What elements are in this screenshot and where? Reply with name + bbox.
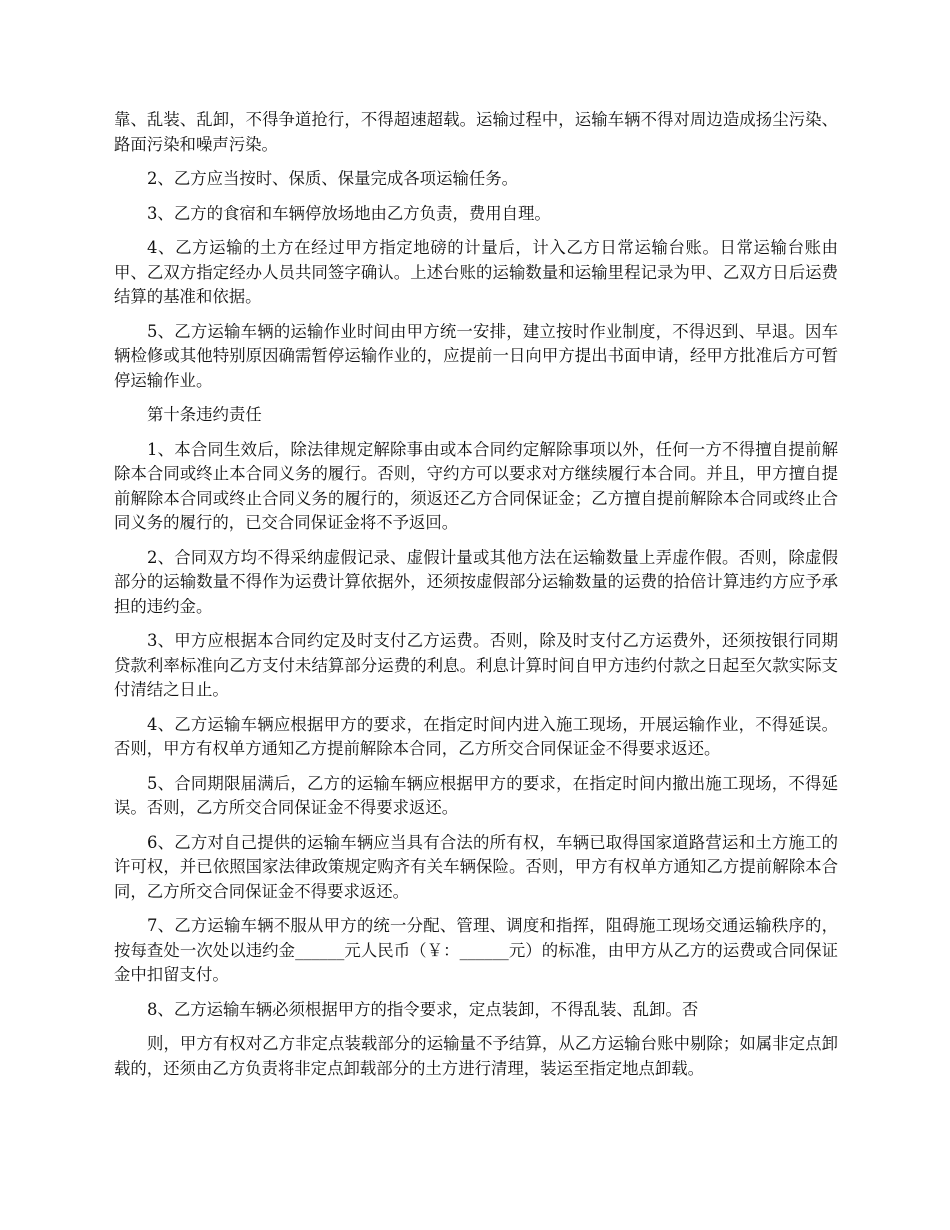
paragraph-liability-3: 3、甲方应根据本合同约定及时支付乙方运费。否则，除及时支付乙方运费外，还须按银行同期贷款利率标准向乙方支付未结算部分运费的利息。利息计算时间自甲方违约付款之日起至欠款实际支付清结之日止。 bbox=[114, 631, 838, 699]
paragraph-liability-5: 5、合同期限届满后，乙方的运输车辆应根据甲方的要求，在指定时间内撤出施工现场，不得延误。否则，乙方所交合同保证金不得要求返还。 bbox=[114, 773, 838, 817]
paragraph-liability-8: 8、乙方运输车辆必须根据甲方的指令要求，定点装卸，不得乱装、乱卸。否 bbox=[147, 999, 699, 1019]
section-heading: 第十条违约责任 bbox=[147, 405, 262, 424]
document-page bbox=[114, 108, 838, 1091]
paragraph-liability-4: 4、乙方运输车辆应根据甲方的要求，在指定时间内进入施工现场，开展运输作业，不得延误。否则，甲方有权单方通知乙方提前解除本合同，乙方所交合同保证金不得要求返还。 bbox=[114, 714, 838, 758]
paragraph-clause-3: 3、乙方的食宿和车辆停放场地由乙方负责，费用自理。 bbox=[147, 203, 551, 223]
paragraph-liability-8-continued: 则，甲方有权对乙方非定点装载部分的运输量不予结算，从乙方运输台账中剔除；如属非定点卸载的，还须由乙方负责将非定点卸载部分的土方进行清理，装运至指定地点卸载。 bbox=[114, 1034, 838, 1078]
paragraph-clause-4: 4、乙方运输的土方在经过甲方指定地磅的计量后，计入乙方日常运输台账。日常运输台账由甲、乙双方指定经办人员共同签字确认。上述台账的运输数量和运输里程记录为甲、乙双方日后运费结算的基准和依据。 bbox=[114, 238, 838, 306]
paragraph-liability-7: 7、乙方运输车辆不服从甲方的统一分配、管理、调度和指挥，阻碍施工现场交通运输秩序的，按每查处一次处以违约金______元人民币（￥：______元）的标准，由甲方从乙方的运费或合同保证金中扣留支付。 bbox=[114, 916, 838, 984]
paragraph-liability-1: 1、本合同生效后，除法律规定解除事由或本合同约定解除事项以外，任何一方不得擅自提前解除本合同或终止本合同义务的履行。否则，守约方可以要求对方继续履行本合同。并且，甲方擅自提前解除本合同或终止合同义务的履行的，须返还乙方合同保证金；乙方擅自提前解除本合同或终止合同义务的履行的，已交合同保证金将不予返回。 bbox=[114, 439, 838, 532]
paragraph-liability-2: 2、合同双方均不得采纳虚假记录、虚假计量或其他方法在运输数量上弄虚作假。否则，除虚假部分的运输数量不得作为运费计算依据外，还须按虚假部分运输数量的运费的拾倍计算违约方应予承担的违约金。 bbox=[114, 547, 838, 616]
paragraph-clause-5: 5、乙方运输车辆的运输作业时间由甲方统一安排，建立按时作业制度，不得迟到、早退。因车辆检修或其他特别原因确需暂停运输作业的，应提前一日向甲方提出书面申请，经甲方批准后方可暂停运输作业。 bbox=[114, 321, 838, 390]
paragraph-liability-6: 6、乙方对自己提供的运输车辆应当具有合法的所有权，车辆已取得国家道路营运和土方施工的许可权，并已依照国家法律政策规定购齐有关车辆保险。否则，甲方有权单方通知乙方提前解除本合同，乙方所交合同保证金不得要求返还。 bbox=[114, 832, 838, 901]
paragraph-clause-2: 2、乙方应当按时、保质、保量完成各项运输任务。 bbox=[147, 169, 519, 188]
paragraph-continuation: 靠、乱装、乱卸，不得争道抢行，不得超速超载。运输过程中，运输车辆不得对周边造成扬尘污染、路面污染和噪声污染。 bbox=[114, 110, 838, 154]
